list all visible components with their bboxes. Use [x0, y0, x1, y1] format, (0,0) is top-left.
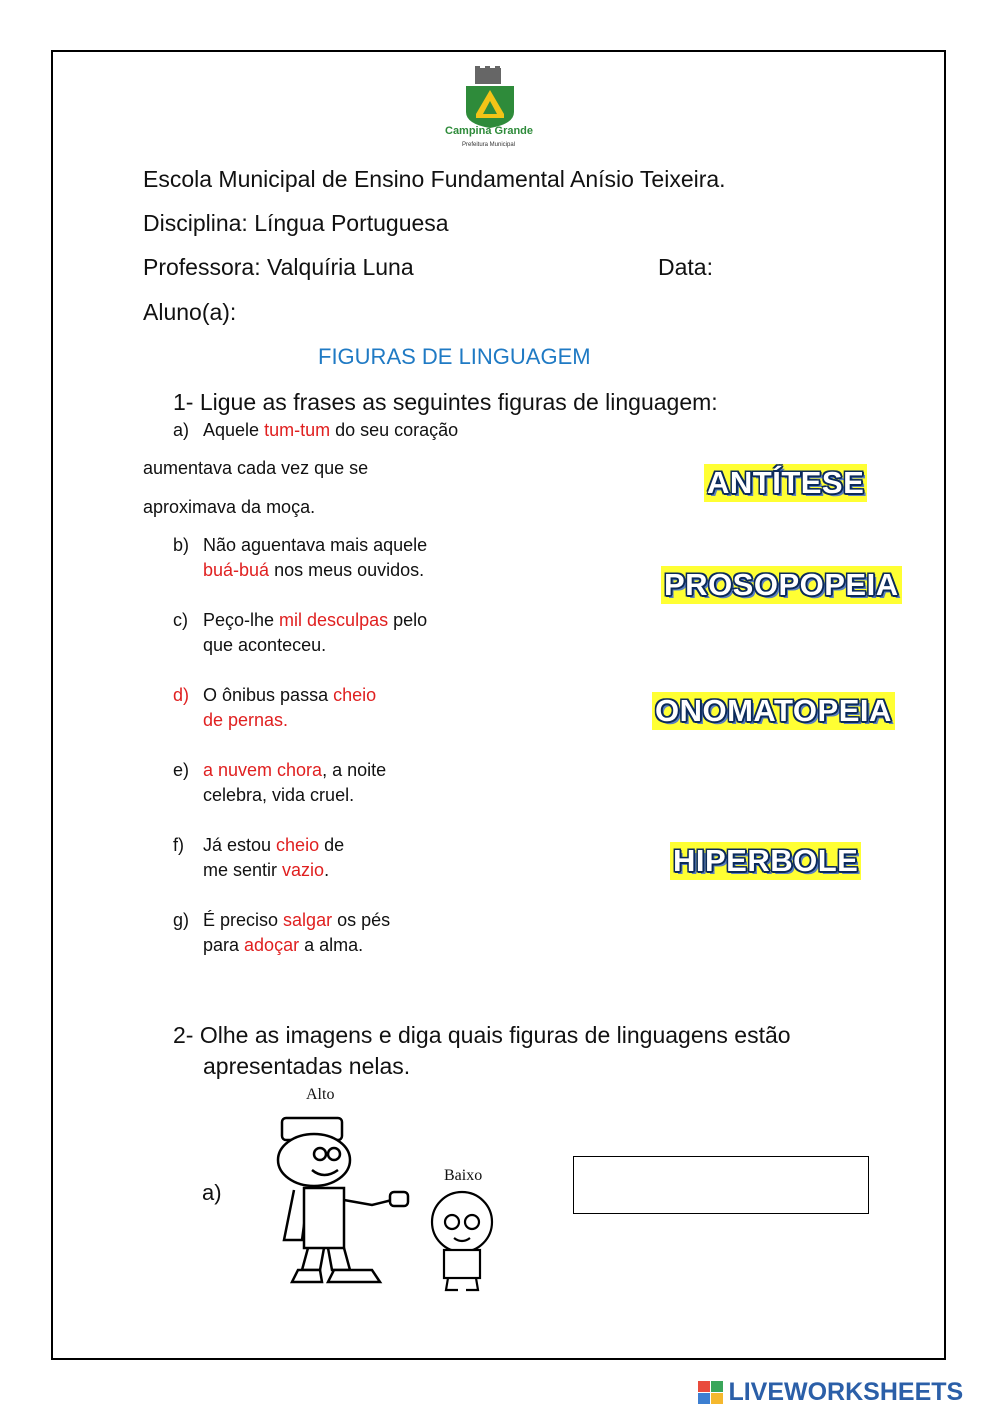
- item-c-text: Peço-lhe: [203, 610, 280, 630]
- item-f-highlight: vazio: [282, 860, 325, 880]
- label-short: Baixo: [444, 1167, 483, 1184]
- item-d-text: O ônibus passa: [203, 685, 334, 705]
- item-g-text: É preciso: [203, 910, 284, 930]
- item-a: [173, 418, 458, 443]
- tall-short-illustration: [262, 1110, 512, 1300]
- question2-item-label: a): [202, 1180, 222, 1205]
- crest-icon: [440, 64, 540, 154]
- item-d-label: d): [173, 685, 190, 705]
- item-a-label: a): [173, 420, 190, 440]
- item-e-text: , a noite: [322, 760, 387, 780]
- item-f-text: .: [324, 860, 330, 880]
- item-g: [173, 908, 390, 958]
- teacher-line: Professora: Valquíria Luna: [143, 254, 414, 280]
- item-a-highlight: tum-tum: [264, 420, 331, 440]
- item-b: [173, 533, 427, 583]
- short-girl-icon: [432, 1192, 492, 1290]
- page-title: FIGURAS DE LINGUAGEM: [318, 344, 591, 369]
- item-d-highlight: cheio: [333, 685, 377, 705]
- item-c: [173, 608, 427, 658]
- item-f-label: f): [173, 835, 184, 855]
- question2-prompt-line2: apresentadas nelas.: [203, 1053, 411, 1079]
- figure-prosopopeia[interactable]: PROSOPOPEIA: [661, 566, 902, 604]
- figure-hiperbole[interactable]: HIPERBOLE: [670, 842, 861, 880]
- item-e-highlight: a nuvem chora: [203, 760, 323, 780]
- school-logo: [440, 64, 540, 154]
- item-c-highlight: mil desculpas: [279, 610, 389, 630]
- student-label: Aluno(a):: [143, 299, 237, 325]
- item-b-text: nos meus ouvidos.: [269, 560, 425, 580]
- item-f-text: Já estou: [203, 835, 277, 855]
- item-g-text: os pés: [332, 910, 391, 930]
- liveworksheets-brand: LIVEWORKSHEETS: [728, 1378, 964, 1406]
- item-b-text: Não aguentava mais aquele: [203, 535, 428, 555]
- item-f-text: de: [319, 835, 345, 855]
- school-name: Escola Municipal de Ensino Fundamental Anísio Teixeira.: [143, 166, 726, 192]
- item-f-text: me sentir: [203, 860, 283, 880]
- item-b-highlight: buá-buá: [203, 560, 270, 580]
- liveworksheets-logo: [698, 1378, 963, 1407]
- item-a-text: do seu coração: [330, 420, 459, 440]
- figure-antitese[interactable]: ANTÍTESE: [704, 464, 867, 502]
- question2-prompt-line1: 2- Olhe as imagens e diga quais figuras de linguagens estão: [173, 1022, 791, 1048]
- item-f: [173, 833, 344, 883]
- figure-onomatopeia[interactable]: ONOMATOPEIA: [652, 692, 895, 730]
- lws-cube-icon: [698, 1381, 724, 1405]
- date-label: Data:: [658, 254, 713, 280]
- item-b-label: b): [173, 535, 190, 555]
- item-g-highlight: adoçar: [244, 935, 300, 955]
- item-g-label: g): [173, 910, 190, 930]
- item-a-line2: aumentava cada vez que se: [143, 458, 369, 478]
- item-c-label: c): [173, 610, 188, 630]
- item-d: [173, 683, 376, 733]
- item-d-highlight: de pernas.: [203, 710, 289, 730]
- item-c-text: que aconteceu.: [203, 635, 327, 655]
- item-g-text: a alma.: [299, 935, 364, 955]
- logo-name: Campina Grande: [445, 125, 534, 137]
- item-a-line3: aproximava da moça.: [143, 497, 316, 517]
- item-g-highlight: salgar: [283, 910, 333, 930]
- logo-subtitle: Prefeitura Municipal: [462, 142, 516, 148]
- item-a-text: Aquele: [203, 420, 265, 440]
- item-e-text: celebra, vida cruel.: [203, 785, 355, 805]
- answer-input[interactable]: [573, 1156, 869, 1214]
- item-e: [173, 758, 386, 808]
- subject-line: Disciplina: Língua Portuguesa: [143, 210, 449, 236]
- item-e-label: e): [173, 760, 190, 780]
- tall-boy-icon: [278, 1118, 408, 1282]
- label-tall: Alto: [306, 1086, 335, 1103]
- item-c-text: pelo: [388, 610, 428, 630]
- question1-prompt: 1- Ligue as frases as seguintes figuras de linguagem:: [173, 389, 718, 415]
- item-f-highlight: cheio: [276, 835, 320, 855]
- item-g-text: para: [203, 935, 245, 955]
